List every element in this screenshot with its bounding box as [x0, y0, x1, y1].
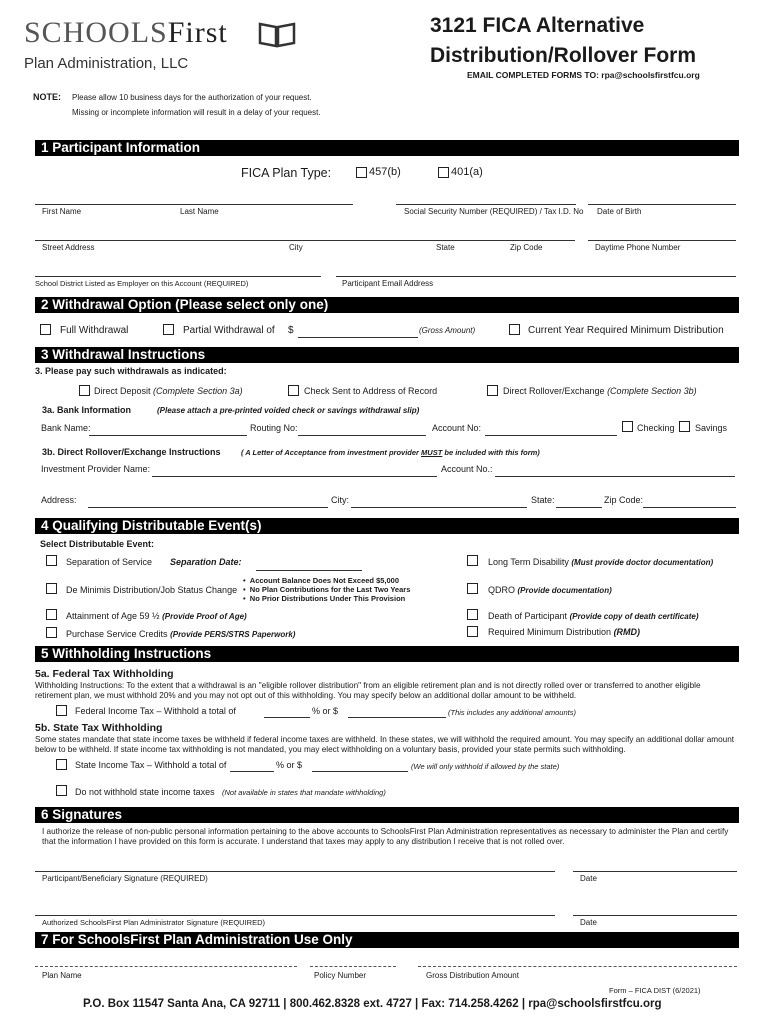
city-label: City [289, 243, 303, 252]
no-withhold-label: Do not withhold state income taxes [75, 787, 215, 797]
state-line-label: State Income Tax – Withhold a total of [75, 760, 227, 770]
federal-percent-field[interactable] [264, 717, 310, 718]
phone-label: Daytime Phone Number [595, 243, 681, 252]
ltd-label: Long Term Disability (Must provide doctor documentation) [488, 557, 714, 567]
section-4-header: 4 Qualifying Distributable Event(s) [35, 518, 739, 534]
routing-label: Routing No: [250, 423, 298, 433]
qdro-label: QDRO (Provide documentation) [488, 585, 612, 595]
ssn-field-line[interactable] [396, 204, 576, 205]
participant-signature-label: Participant/Beneficiary Signature (REQUIRED) [42, 874, 208, 883]
rmd-withdrawal-checkbox[interactable] [509, 324, 520, 335]
savings-checkbox[interactable] [679, 421, 690, 432]
state-pct-or: % or $ [276, 760, 303, 770]
account-field[interactable] [485, 435, 617, 436]
state-amount-field[interactable] [312, 771, 408, 772]
partial-withdrawal-label: Partial Withdrawal of [183, 325, 275, 336]
gross-amount-note: (Gross Amount) [419, 326, 476, 335]
dob-label: Date of Birth [597, 207, 642, 216]
policy-number-label: Policy Number [314, 971, 367, 980]
note-label: NOTE: [33, 92, 61, 102]
federal-checkbox[interactable] [56, 705, 67, 716]
rollover-address-label: Address: [41, 495, 77, 505]
last-name-label: Last Name [180, 207, 219, 216]
account-label: Account No: [432, 423, 482, 433]
rollover-state-label: State: [531, 495, 555, 505]
purchase-checkbox[interactable] [46, 627, 57, 638]
full-withdrawal-checkbox[interactable] [40, 324, 51, 335]
separation-date-label: Separation Date: [170, 557, 242, 567]
note-line-1: Please allow 10 business days for the authorization of your request. [72, 93, 312, 102]
direct-rollover-label: Direct Rollover/Exchange (Complete Section 3b) [503, 386, 697, 396]
check-sent-label: Check Sent to Address of Record [304, 386, 438, 396]
federal-amount-field[interactable] [348, 717, 446, 718]
ssn-label: Social Security Number (REQUIRED) / Tax I.D. No [404, 207, 584, 216]
check-sent-checkbox[interactable] [288, 385, 299, 396]
state-note: (We will only withhold if allowed by the state) [411, 762, 560, 771]
address-field-line[interactable] [35, 240, 575, 241]
gross-distribution-label: Gross Distribution Amount [426, 971, 519, 980]
partial-amount-field[interactable] [298, 337, 418, 338]
participant-date-label: Date [580, 874, 597, 883]
federal-pct-or: % or $ [312, 706, 339, 716]
plan-name-label: Plan Name [42, 971, 82, 980]
bank-name-label: Bank Name: [41, 423, 91, 433]
section-7-header: 7 For SchoolsFirst Plan Administration Use Only [35, 932, 739, 948]
admin-signature-field[interactable] [35, 915, 555, 916]
letter-of-acceptance-note: ( A Letter of Acceptance from investment provider MUST be included with this form) [241, 448, 540, 457]
federal-line-label: Federal Income Tax – Withhold a total of [75, 706, 236, 716]
bank-info-note: (Please attach a pre-printed voided check or savings withdrawal slip) [157, 406, 420, 415]
name-field-line[interactable] [35, 204, 353, 205]
direct-deposit-checkbox[interactable] [79, 385, 90, 396]
purchase-label: Purchase Service Credits (Provide PERS/STRS Paperwork) [66, 629, 296, 639]
admin-signature-label: Authorized SchoolsFirst Plan Administrator Signature (REQUIRED) [42, 918, 266, 927]
state-heading: 5b. State Tax Withholding [35, 722, 163, 734]
gross-distribution-field[interactable] [418, 966, 737, 967]
plan-401a-checkbox[interactable] [438, 167, 449, 178]
checking-label: Checking [637, 423, 675, 433]
rmd-withdrawal-label: Current Year Required Minimum Distribution [528, 325, 724, 336]
dob-field-line[interactable] [588, 204, 736, 205]
rollover-account-label: Account No.: [441, 464, 493, 474]
form-id: Form – FICA DIST (6/2021) [609, 986, 701, 995]
deminimis-checkbox[interactable] [46, 583, 57, 594]
deminimis-bullet-1: • Account Balance Does Not Exceed $5,000 [243, 576, 400, 585]
state-checkbox[interactable] [56, 759, 67, 770]
deminimis-bullet-2: • No Plan Contributions for the Last Two Years [243, 585, 411, 594]
state-text: Some states mandate that state income taxes be withheld if federal income taxes are withheld. In these states, we will withhold the required amount. You may specify an additional dollar amount below to be withheld. If state income tax withholding is not mandated, you may elect withholding on a voluntary basis, provided your state permits such withholding. [35, 735, 735, 754]
rollover-zip-field[interactable] [643, 507, 736, 508]
rollover-state-field[interactable] [556, 507, 602, 508]
plan-457b-checkbox[interactable] [356, 167, 367, 178]
email-field-line[interactable] [336, 276, 736, 277]
checking-checkbox[interactable] [622, 421, 633, 432]
authorization-text: I authorize the release of non-public personal information pertaining to the above accounts to SchoolsFirst Plan Administration representatives as necessary to administer the Plan and certify that the information I have provided on this form is accurate. I understand that taxes may apply to any distribution I receive that is not rolled over. [42, 827, 729, 846]
provider-name-field[interactable] [152, 476, 437, 477]
brand-logo: SCHOOLSFirst [24, 16, 228, 49]
admin-date-field[interactable] [573, 915, 737, 916]
email-label: Participant Email Address [342, 279, 434, 288]
first-name-label: First Name [42, 207, 82, 216]
section-1-header: 1 Participant Information [35, 140, 739, 156]
district-label: School District Listed as Employer on this Account (REQUIRED) [35, 279, 249, 288]
brand-subtitle: Plan Administration, LLC [24, 55, 189, 72]
separation-checkbox[interactable] [46, 555, 57, 566]
section-2-header: 2 Withdrawal Option (Please select only one) [35, 297, 739, 313]
routing-field[interactable] [298, 435, 426, 436]
rmd-event-label: Required Minimum Distribution (RMD) [488, 627, 641, 637]
no-withhold-note: (Not available in states that mandate withholding) [222, 788, 386, 797]
book-icon [258, 20, 296, 48]
form-title-line2: Distribution/Rollover Form [430, 44, 697, 67]
direct-rollover-checkbox[interactable] [487, 385, 498, 396]
provider-name-label: Investment Provider Name: [41, 464, 151, 474]
section-6-header: 6 Signatures [35, 807, 739, 823]
rollover-city-label: City: [331, 495, 349, 505]
policy-number-field[interactable] [310, 966, 396, 967]
note-line-2: Missing or incomplete information will result in a delay of your request. [72, 108, 321, 117]
pay-instruction: 3. Please pay such withdrawals as indicated: [35, 366, 227, 376]
direct-deposit-label: Direct Deposit (Complete Section 3a) [94, 386, 243, 396]
separation-date-field[interactable] [256, 570, 362, 571]
district-field-line[interactable] [35, 276, 321, 277]
qdro-checkbox[interactable] [467, 583, 478, 594]
deminimis-bullet-3: • No Prior Distributions Under This Provision [243, 594, 406, 603]
form-title-line1: 3121 FICA Alternative [430, 14, 645, 37]
age-label: Attainment of Age 59 ½ (Provide Proof of Age) [66, 611, 247, 621]
section-3-header: 3 Withdrawal Instructions [35, 347, 739, 363]
section-5-header: 5 Withholding Instructions [35, 646, 739, 662]
deminimis-label: De Minimis Distribution/Job Status Change [66, 585, 238, 595]
footer-contact: P.O. Box 11547 Santa Ana, CA 92711 | 800.462.8328 ext. 4727 | Fax: 714.258.4262 | rpa@schoolsfirstfcu.org [83, 998, 662, 1010]
rmd-event-checkbox[interactable] [467, 626, 478, 637]
partial-dollar-sign: $ [288, 325, 294, 336]
plan-type-label: FICA Plan Type: [241, 166, 332, 180]
rollover-zip-label: Zip Code: [604, 495, 644, 505]
participant-signature-field[interactable] [35, 871, 555, 872]
plan-401a-label: 401(a) [451, 166, 483, 178]
death-checkbox[interactable] [467, 609, 478, 620]
savings-label: Savings [695, 423, 728, 433]
plan-457b-label: 457(b) [369, 166, 401, 178]
state-label: State [436, 243, 455, 252]
email-instruction: EMAIL COMPLETED FORMS TO: rpa@schoolsfirstfcu.org [467, 70, 700, 80]
partial-withdrawal-checkbox[interactable] [163, 324, 174, 335]
state-percent-field[interactable] [230, 771, 274, 772]
bank-name-field[interactable] [89, 435, 247, 436]
plan-name-field[interactable] [35, 966, 297, 967]
bank-info-heading: 3a. Bank Information [42, 405, 132, 415]
rollover-address-field[interactable] [88, 507, 328, 508]
rollover-account-field[interactable] [495, 476, 735, 477]
participant-date-field[interactable] [573, 871, 737, 872]
full-withdrawal-label: Full Withdrawal [60, 325, 129, 336]
street-label: Street Address [42, 243, 95, 252]
phone-field-line[interactable] [588, 240, 736, 241]
rollover-instructions-heading: 3b. Direct Rollover/Exchange Instructions [42, 447, 221, 457]
federal-note: (This includes any additional amounts) [448, 708, 576, 717]
separation-label: Separation of Service [66, 557, 153, 567]
rollover-city-field[interactable] [351, 507, 527, 508]
age-checkbox[interactable] [46, 609, 57, 620]
ltd-checkbox[interactable] [467, 555, 478, 566]
admin-date-label: Date [580, 918, 597, 927]
no-withhold-checkbox[interactable] [56, 785, 67, 796]
death-label: Death of Participant (Provide copy of death certificate) [488, 611, 699, 621]
federal-heading: 5a. Federal Tax Withholding [35, 668, 174, 680]
select-event-label: Select Distributable Event: [40, 539, 155, 549]
federal-text: Withholding Instructions: To the extent that a withdrawal is an "eligible rollover distribution" from an eligible retirement plan and is not directly rolled over or transferred to another eligible retirement plan, we must withhold 20% and you may not opt out of this withholding. You may specify below an additional dollar amount to be withheld. [35, 681, 701, 700]
zip-label: Zip Code [510, 243, 543, 252]
